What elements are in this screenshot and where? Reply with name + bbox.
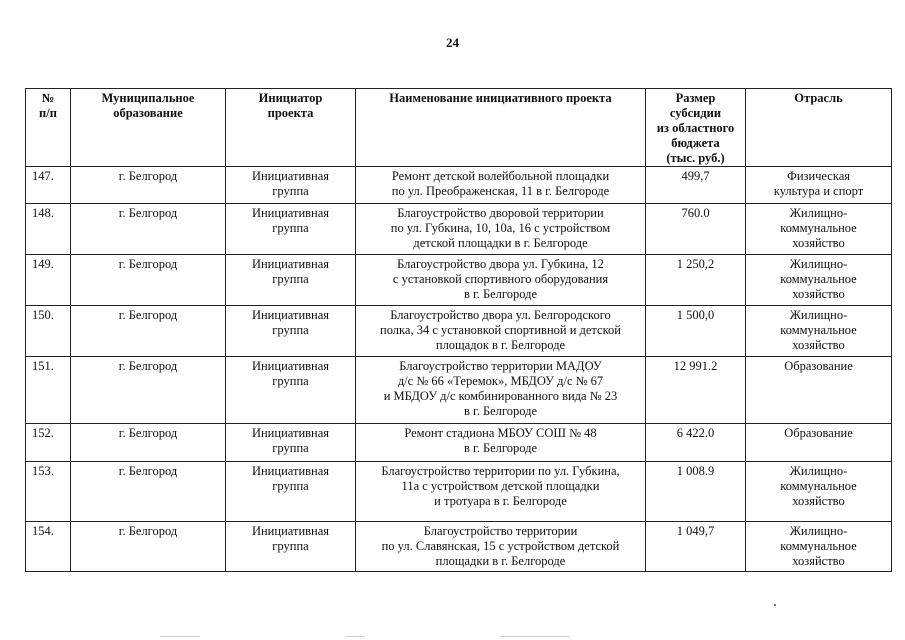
project-cell-line: Благоустройство территории по ул. Губкина, (381, 464, 620, 478)
table-row (26, 357, 892, 424)
subsidy-cell: 6 422.0 (646, 424, 746, 462)
page-number: 24 (446, 35, 459, 50)
sector-cell-line: хозяйство (792, 236, 845, 250)
col-number-header (26, 89, 71, 167)
initiator-cell-line: Инициативная (251, 359, 330, 373)
sector-cell-line: Жилищно- (789, 206, 848, 220)
project-cell-line: детской площадки в г. Белгороде (413, 236, 588, 250)
municipality-cell: г. Белгород (71, 424, 226, 462)
initiator-cell-line: группа (272, 184, 309, 198)
project-cell-line: площадки в г. Белгороде (435, 554, 566, 568)
initiator-cell-line: группа (272, 374, 309, 388)
table-row (26, 255, 892, 306)
subsidy-cell: 1 008.9 (646, 462, 746, 522)
sector-cell (746, 306, 892, 357)
header-line: образование (113, 106, 183, 120)
sector-cell-line: Жилищно- (789, 524, 848, 538)
sector-cell-line: Образование (784, 426, 853, 440)
project-cell-line: в г. Белгороде (463, 287, 538, 301)
project-cell (356, 204, 646, 255)
sector-cell (746, 424, 892, 462)
initiator-cell-line: группа (272, 479, 309, 493)
project-cell-line: и МБДОУ д/с комбинированного вида № 23 (383, 389, 618, 403)
sector-cell-line: коммунальное (780, 539, 857, 553)
sector-cell (746, 357, 892, 424)
subsidy-cell: 499,7 (646, 167, 746, 204)
col-subsidy-header (646, 89, 746, 167)
project-cell (356, 424, 646, 462)
project-cell-line: Благоустройство территории МАДОУ (399, 359, 602, 373)
projects-table (25, 88, 892, 572)
project-cell (356, 306, 646, 357)
project-cell-line: с установкой спортивного оборудования (392, 272, 609, 286)
project-cell (356, 462, 646, 522)
municipality-cell: г. Белгород (71, 167, 226, 204)
header-line: Инициатор (258, 91, 323, 105)
col-municipality-header (71, 89, 226, 167)
row-number: 147. (26, 167, 71, 204)
sector-cell (746, 204, 892, 255)
sector-cell-line: Физическая (786, 169, 851, 183)
initiator-cell-line: группа (272, 441, 309, 455)
header-line: бюджета (671, 136, 720, 150)
initiator-cell (226, 204, 356, 255)
project-cell-line: по ул. Губкина, 10, 10а, 16 с устройством (390, 221, 611, 235)
header-line: Размер (675, 91, 716, 105)
project-cell-line: по ул. Славянская, 15 с устройством детской (381, 539, 620, 553)
header-line: Наименование инициативного проекта (389, 91, 612, 105)
municipality-cell: г. Белгород (71, 306, 226, 357)
header-line: проекта (267, 106, 314, 120)
project-cell-line: в г. Белгороде (463, 441, 538, 455)
project-cell-line: площадок в г. Белгороде (435, 338, 566, 352)
sector-cell-line: хозяйство (792, 338, 845, 352)
sector-cell-line: Жилищно- (789, 308, 848, 322)
header-line: Муниципальное (101, 91, 195, 105)
sector-cell-line: коммунальное (780, 479, 857, 493)
subsidy-cell: 1 500,0 (646, 306, 746, 357)
sector-cell-line: коммунальное (780, 272, 857, 286)
row-number: 148. (26, 204, 71, 255)
project-cell-line: Благоустройство двора ул. Губкина, 12 (397, 257, 604, 271)
sector-cell (746, 462, 892, 522)
table-row (26, 462, 892, 522)
municipality-cell: г. Белгород (71, 255, 226, 306)
subsidy-cell: 1 049,7 (646, 522, 746, 572)
project-cell-line: по ул. Преображенская, 11 в г. Белгороде (391, 184, 610, 198)
sector-cell-line: коммунальное (780, 221, 857, 235)
municipality-cell: г. Белгород (71, 462, 226, 522)
table-row (26, 167, 892, 204)
initiator-cell-line: группа (272, 272, 309, 286)
scan-speck (774, 604, 776, 606)
municipality-cell: г. Белгород (71, 357, 226, 424)
table-header-row (26, 89, 892, 167)
header-line: Отрасль (794, 91, 843, 105)
project-cell (356, 255, 646, 306)
municipality-cell: г. Белгород (71, 522, 226, 572)
project-cell-line: Благоустройство дворовой территории (397, 206, 604, 220)
project-cell-line: и тротуара в г. Белгороде (434, 494, 567, 508)
row-number: 150. (26, 306, 71, 357)
subsidy-cell: 12 991.2 (646, 357, 746, 424)
sector-cell-line: хозяйство (792, 494, 845, 508)
municipality-cell: г. Белгород (71, 204, 226, 255)
project-cell-line: в г. Белгороде (463, 404, 538, 418)
initiator-cell-line: Инициативная (251, 206, 330, 220)
col-project-header (356, 89, 646, 167)
row-number: 152. (26, 424, 71, 462)
row-number: 154. (26, 522, 71, 572)
project-cell-line: 11а с устройством детской площадки (401, 479, 600, 493)
table-row (26, 306, 892, 357)
initiator-cell (226, 424, 356, 462)
project-cell-line: Ремонт стадиона МБОУ СОШ № 48 (404, 426, 597, 440)
sector-cell-line: хозяйство (792, 287, 845, 301)
sector-cell-line: Жилищно- (789, 464, 848, 478)
initiator-cell (226, 255, 356, 306)
sector-cell (746, 522, 892, 572)
sector-cell-line: Образование (784, 359, 853, 373)
project-cell-line: Благоустройство территории (423, 524, 578, 538)
project-cell (356, 357, 646, 424)
initiator-cell-line: Инициативная (251, 464, 330, 478)
initiator-cell (226, 522, 356, 572)
sector-cell-line: коммунальное (780, 323, 857, 337)
header-line: (тыс. руб.) (666, 151, 725, 165)
initiator-cell-line: группа (272, 221, 309, 235)
initiator-cell-line: группа (272, 323, 309, 337)
row-number: 153. (26, 462, 71, 522)
header-line: субсидии (669, 106, 722, 120)
subsidy-cell: 760.0 (646, 204, 746, 255)
project-cell-line: Ремонт детской волейбольной площадки (391, 169, 610, 183)
sector-cell (746, 255, 892, 306)
initiator-cell (226, 357, 356, 424)
sector-cell-line: культура и спорт (773, 184, 864, 198)
row-number: 149. (26, 255, 71, 306)
project-cell (356, 167, 646, 204)
project-cell-line: полка, 34 с установкой спортивной и детской (380, 323, 621, 337)
table-row (26, 522, 892, 572)
initiator-cell (226, 167, 356, 204)
project-cell-line: д/с № 66 «Теремок», МБДОУ д/с № 67 (397, 374, 604, 388)
header-line: п/п (39, 106, 57, 120)
initiator-cell-line: Инициативная (251, 169, 330, 183)
initiator-cell-line: группа (272, 539, 309, 553)
sector-cell-line: хозяйство (792, 554, 845, 568)
initiator-cell (226, 306, 356, 357)
sector-cell (746, 167, 892, 204)
initiator-cell-line: Инициативная (251, 426, 330, 440)
initiator-cell-line: Инициативная (251, 257, 330, 271)
col-initiator-header (226, 89, 356, 167)
table-row (26, 204, 892, 255)
header-line: из областного (656, 121, 735, 135)
subsidy-cell: 1 250,2 (646, 255, 746, 306)
project-cell (356, 522, 646, 572)
row-number: 151. (26, 357, 71, 424)
initiator-cell-line: Инициативная (251, 308, 330, 322)
col-sector-header (746, 89, 892, 167)
initiator-cell (226, 462, 356, 522)
table-body (26, 167, 892, 572)
table-row (26, 424, 892, 462)
sector-cell-line: Жилищно- (789, 257, 848, 271)
project-cell-line: Благоустройство двора ул. Белгородского (390, 308, 611, 322)
scan-edge-artifacts (0, 632, 905, 640)
initiator-cell-line: Инициативная (251, 524, 330, 538)
header-line: № (41, 91, 55, 105)
